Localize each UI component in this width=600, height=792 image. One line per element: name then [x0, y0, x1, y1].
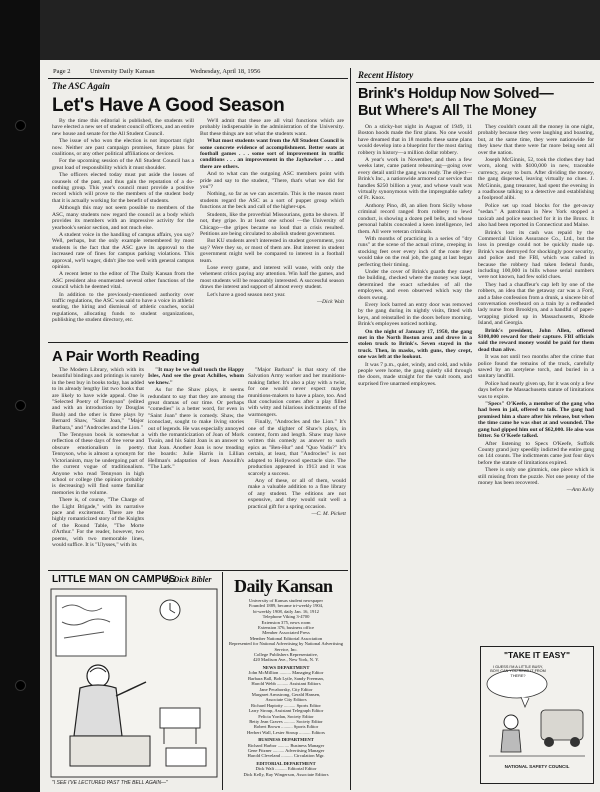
- paragraph: They had a chauffeur's cap left by one of the robbers, an idea that the getaway car was a Ford, and a false confession from a drunk, a sincere bit of conversation overheard on a train by a redheaded lady nurse from Brooklyn, and a handful of paper-wrapping picked up in Massachusetts, Rhode Island, and Georgia.: [478, 281, 594, 327]
- binder-hole: [15, 120, 26, 131]
- section-rule: [48, 342, 348, 343]
- paragraph: It was not until two months after the crime that police found the remains of the truck, carefully sawed by an acetylene torch, and buried in a sanitary landfill.: [478, 354, 594, 380]
- cartoon-byline: by Dick Bibler: [164, 575, 212, 584]
- paragraph: Brink's lost its cash was repaid by the Commercial Union Assurance Co., Ltd., but the loss in prestige could not be quickly made up. Brink's was destroyed for shockingly poor security, and police and the FBI, which was called in because the robbery had taken federal funds, including 100,000 in bills whose serial numbers were not known, had few solid clues.: [478, 229, 594, 281]
- paragraph: With months of practicing in a series of "dry runs" at the scene of the actual crime, creeping in stocking feet over every inch of the route they would take on the real job, the gang at last began perfecting their timing.: [358, 235, 472, 268]
- holdup-signature: —Ann Kelly: [566, 487, 594, 494]
- paragraph: Anthony Pino, 48, an alien from Sicily whose criminal record ranged from robbery to lewd conduct, is showing a dozen pell bells, and whose personal habits concealed a keen intelligence, led them. All were veteran criminals.: [358, 202, 472, 235]
- library-column-1: [52, 367, 144, 567]
- masthead-line: College Publishers Representative,: [253, 652, 319, 658]
- folio-page-number: Page 2: [53, 68, 71, 75]
- paragraph: They couldn't count all the money in one night, probably because they were laughing and boasting, but, at the same time, they were nationwide for they knew that there were far more being sent all over the nation.: [478, 124, 594, 156]
- folio-rule: [48, 78, 348, 79]
- cartoon-title: LITTLE MAN ON CAMPUS: [52, 574, 176, 585]
- masthead-line: Founded 1889, became tri-weekly 1904,: [248, 603, 324, 609]
- staff-line: Harold Cleveland .......... Circulation Mgr.: [247, 753, 325, 759]
- paragraph: For the upcoming session of the All Student Council has a great load of responsibility which it must shoulder.: [52, 158, 194, 171]
- staff-line: Robert Brown .......... Sports Editor: [253, 724, 319, 730]
- paragraph: There is only one gimmick, one piece which is still missing from the puzzle. Not one penny of the money has been recovered.: [478, 467, 594, 486]
- holdup-headline-line1: Brink's Holdup Now Solved—: [358, 86, 554, 102]
- holdup-kicker: Recent History: [358, 70, 414, 80]
- paragraph: On a sticky-hot night in August of 1949, 11 Boston hoods made the first plans. No one would have dreamed that in 18 months these same plans would develop into a blueprint for the most daring robbery in history—a million dollar robbery.: [358, 124, 472, 156]
- paragraph: A student voice in the handling of campus affairs, you say? Well, perhaps, but the only example remembered by most students is the fact that the ASC gave its approval to the increased rate of fines for campus parking violations. This approval, we'll wager, didn't jibe too well with general campus opinion.: [52, 231, 194, 270]
- newspaper-page: [40, 60, 600, 792]
- binder-hole: [15, 680, 26, 691]
- paragraph: The Tennyson book is somewhat a reflection of these days of free verse and obscure emotionalism in poetry. Tennyson, who is almost a synonym for Victorianism, may be undergoing part of the current vogue of traditionalism. Anyone who read Tennyson in high school or college (the opinion probably is decreasing) will find some familiar memories in the volume.: [52, 432, 144, 496]
- masthead-line: University of Kansas student newspaper: [249, 598, 323, 603]
- paragraph: In addition to the previously-mentioned authority over traffic regulations, the ASC was said to have a voice in athletic seating, the hiring and dismissal of athletic coaches, social regulations, allocating funds to student organizations, publishing the student directory, etc.: [52, 291, 194, 324]
- binding-edge: [0, 0, 40, 792]
- library-column-3: [248, 367, 346, 567]
- holdup-column-2: [478, 124, 594, 642]
- safety-ad: [480, 646, 594, 784]
- folio-paper-name: University Daily Kansan: [90, 68, 155, 75]
- paragraph: Although this may not seem possible to members of the ASC, many students now regard the council as a body which provides its members with an impressive activity for the yearbook's senior section, and not much else.: [52, 205, 194, 231]
- ad-title: "TAKE IT EASY": [504, 650, 570, 660]
- paragraph: What most students want from the All Student Council is some concrete evidence of accomplishment. Better seats at football games . . . some sort of improvement in traffic conditions . . . an improvement in the Jayhawker . . . and there are others.: [200, 138, 344, 170]
- folio-date: Wednesday, April 18, 1956: [190, 68, 261, 75]
- staff-heading: BUSINESS DEPARTMENT: [258, 737, 314, 743]
- staff-heading: NEWS DEPARTMENT: [262, 664, 310, 670]
- staff-line: Dick Walt .......... Editorial Editor: [255, 766, 317, 772]
- paragraph: A year's work in November, and then a few weeks later, came patient rehearsing—going over every detail until the gang was ready. The object—Brink's Inc., a nationwide armored car service that handles $250 billion a year, and whose vault was virtually synonymous with the impregnable safety of Ft. Knox.: [358, 157, 472, 202]
- staff-line: Herbert Wall, Lester Stroup .......... Editors: [247, 729, 325, 735]
- paragraph: Police had nearly given up, for it was only a few days before the Massachusetts statute of limitations was to expire.: [478, 380, 594, 400]
- staff-line: Harold Webb .......... Assistant Editors: [251, 681, 321, 687]
- paragraph: Police set up road blocks for the get-away "sedan." A patrolman in New York stopped a taxicab and police searched for it in the Bronx. It also had been reported in Connecticut and Maine.: [478, 202, 594, 229]
- paragraph: "Specs" O'Keefe, a member of the gang who had been in jail, offered to talk. The gang had promised him a share after his release, but when the time came he was shot at and wounded. The gang had gipped him out of $62,000. He also was bitter. So O'Keefe talked.: [478, 401, 594, 440]
- paragraph: And to what can the outgoing ASC members point with pride and say to the student, "There, that's what we did for you"?: [200, 171, 344, 191]
- library-column-2: [148, 367, 244, 567]
- paragraph: It was 7 p.m., quiet, windy, and cold, and while people were home, the gang quietly slid through the doors, made straight for the vault room, and surprised five unarmed employees.: [358, 361, 472, 387]
- ad-speech-bubble: I GUESS I'M A LITTLE BUSY, BOY! CAN YOU READ IT FROM THERE?: [490, 665, 546, 678]
- masthead-line: Extension 375, news room: [261, 619, 311, 625]
- scan-top-margin: [40, 0, 600, 60]
- editorial-column-left: [52, 118, 194, 338]
- paragraph: As for the Shaw plays, it seems redundant to say that they are among the great dramas of our time. Or perhaps "comedies" is a better word, for even in "Saint Joan" there is comedy. Shaw, the iconoclast, sought to make living stories out of legends. He was especially annoyed with the romanticization of Joan of Mork Twain, and his Saint Joan is an answer to that Joan. Another Joan is now treading the boards: Julie Harris in Lillian Hellman's adaptation of Jean Anouilh's "The Lark.": [148, 387, 244, 471]
- column-divider: [222, 572, 223, 790]
- cartoon-illustration: [50, 588, 218, 778]
- staff-line: Jane Pecaborsky, City Editor: [259, 686, 313, 692]
- staff-line: Dick Kelly, Ray Wingerson, Associate Editors: [243, 771, 329, 777]
- holdup-column-1: [358, 124, 472, 786]
- paragraph: Nothing, so far as we can ascertain. This is the reason most students regard the ASC as a sort of puppet group which functions at the beck and call of the higher-ups.: [200, 191, 344, 211]
- staff-line: Richard Harbor .......... Business Manager: [247, 742, 325, 748]
- kicker-rule: [356, 82, 594, 83]
- paragraph: Every lock barred an entry door was removed by the gang during its nightly visits, fitted with keys, and reinstalled in the doors before morning. Brink's employees noticed nothing.: [358, 301, 472, 328]
- staff-line: Gene Fitzner .......... Advertising Manager: [247, 747, 325, 753]
- paragraph: Students, like the proverbial Missourians, gotta be shown. If not, they gripe. In at least one school —the University of Chicago—the gripes became so loud that a crisis resulted. Petitions are being circulated to abolish student government.: [200, 211, 344, 237]
- staff-line: Barbara Ball, Bob Lytle, Sandy Freeman,: [247, 675, 325, 681]
- paragraph: Let's have a good season next year.: [207, 291, 286, 298]
- cartoon-caption: "I SEE I'VE LECTURED PAST THE BELL AGAIN—": [52, 780, 168, 786]
- staff-line: Associate City Editors: [265, 697, 307, 703]
- masthead-line: bi-weekly 1908, daily Jan. 16, 1912: [253, 608, 319, 614]
- masthead-title: Daily Kansan: [234, 576, 333, 596]
- masthead-line: Member Associated Press: [262, 630, 310, 636]
- paragraph: The issue of who won the election is not important right now. Neither are past campaign promises, future plans for coalitions, or any other political affiliations or devices.: [52, 138, 194, 158]
- paragraph: By the time this editorial is published, the students will have elected a new set of student council officers, and an entire new house and senate for the All Student Council.: [52, 118, 194, 137]
- staff-line: Felicia Yordan, Society Editor: [258, 713, 314, 719]
- paragraph: Lose every game, and interest will wane, with only the vehement critics paying any attention. Win half the games, and most students will be reasonably interested. A successful season draws the interest and support of almost every student.: [200, 264, 344, 291]
- paragraph: A recent letter to the editor of The Daily Kansan from the ASC president also enumerated several other functions of the council which he deemed vital.: [52, 271, 194, 291]
- paragraph: Brink's president, John Allen, offered $100,000 reward for their capture. FBI officials said the reward money would be paid for them dead than alive.: [478, 327, 594, 353]
- masthead-line: Represented for National Advertising by National Advertising Service, Inc.: [228, 641, 344, 652]
- paragraph: "It may be we shall touch the Happy Isles, And see the great Achilles, whom we knew.": [148, 367, 244, 386]
- masthead-info: [226, 598, 346, 777]
- paragraph: After listening to Specs O'Keefe, Suffolk County grand jury speedily indicted the entire gang on 144 counts. The indictments came just four days before the statute of limitations expired.: [478, 440, 594, 466]
- editorial-kicker: The ASC Again: [52, 81, 110, 91]
- binder-hole: [15, 400, 26, 411]
- masthead-line: Telephone Viking 3-4700: [262, 614, 310, 620]
- staff-line: Richard Hapiotty .......... Sports Editor: [251, 702, 321, 708]
- section-rule: [48, 570, 348, 571]
- paragraph: The Modern Library, which with its beautiful bindings and printings is surely in the best buy in books today, has added to its already lengthy list two books that are likely to have wide appeal. One is "Selected Poetry of Tennyson" (edited and with an introduction by Douglas Bush) and the other is three plays by Bernard Shaw, "Saint Joan," "Major Barbara," and "Androcles and the Lion.": [52, 367, 144, 431]
- staff-line: Betty Jean Graves .......... Society Editor: [249, 718, 323, 724]
- column-divider: [350, 68, 351, 790]
- editorial-headline: Let's Have A Good Season: [52, 95, 285, 116]
- holdup-headline-line2: But Where's All The Money: [358, 103, 537, 119]
- paragraph: Finally, "Androcles and the Lion." It's one of the slighter of Shaw's plays, in content, form and length. Shaw may have written this comedy as answer to such epics as "Ben-Hur" and "Quo Vadis?" It's certain, at least, that "Androcles" is not adapted to Hollywood spectacle size. The production appeared in 1913 and it was scarcely a success.: [248, 419, 346, 477]
- ad-footer: NATIONAL SAFETY COUNCIL: [504, 764, 570, 769]
- paragraph: Joseph McGinnis, 52, took the clothes they had worn, along with $100,000 in new, traceable currency, away to burn. After dividing the money, the gang dispersed, leaving virtually no clues. J. McGinnis, gang treasurer, had spent the evening in a roadhouse talking to a detective and establishing a foolproof alibi.: [478, 157, 594, 202]
- staff-line: Larry Stroup, Assistant Telegraph Editor: [248, 708, 324, 714]
- library-headline: A Pair Worth Reading: [52, 348, 200, 365]
- paragraph: Under the cover of Brink's guards they cased the building, checked where the money was kept, determined the exact schedules of all the employees, and even observed which way the doors swung.: [358, 268, 472, 301]
- masthead-line: Extension 376, business office: [257, 625, 315, 631]
- paragraph: We'll admit that these are all vital functions which are probably indispensable in the administration of the University. But these things are not what the students want.: [200, 118, 344, 137]
- paragraph: The officers elected today must put aside the losses of counsels of the past, and thus gain the reputation of a do-nothing group. This year's council must provide a positive record which will prove to the members of the student body that it is actually working for the benefit of students.: [52, 172, 194, 204]
- paragraph: On the night of January 17, 1950, the gang met in the North Boston area and drove in a stolen truck to Brink's. Seven stayed in the truck. Then, in masks, with guns, they crept, one was left at the lookout.: [358, 328, 472, 361]
- editorial-signature: —Dick Walt: [317, 298, 344, 305]
- staff-heading: EDITORIAL DEPARTMENT: [256, 760, 316, 766]
- staff-line: John McMillion .......... Managing Editor: [248, 670, 324, 676]
- paragraph: But KU students aren't interested in student government, you say? Were they so, or most of them are. But interest in student government might well be compared to interest in a football team.: [200, 238, 344, 264]
- staff-line: Margaret Armstrong, Gerald Hansen,: [251, 691, 321, 697]
- masthead-line: Member National Editorial Association: [249, 635, 323, 641]
- editorial-column-right: [200, 118, 344, 338]
- paragraph: "Major Barbara" is that story of the Salvation Army worker and her munitions-making father. It's also a play with a twist, for one would never expect maybe munitions-makers to have a place, too. And that conclusion comes after a play filled with witty and hilarious indictments of the warmongers.: [248, 367, 346, 418]
- paragraph: There is, of course, "The Charge of the Light Brigade," with its narrative pace and excitement. There are the highly romanticized story of the Knights of the Round Table, "The Morte d'Arthur." For the reader, however, two poems, with two memorable lines, would suffice. It is "Ulysses," with its: [52, 497, 144, 548]
- library-signature: —C. M. Pickett: [311, 510, 346, 517]
- masthead-line: 420 Madison Ave., New York, N. Y.: [252, 657, 319, 663]
- paragraph: Any of these, or all of them, would make a valuable addition to a fine library of any student. The editions are not expensive, and they would suit well a practical gift for a spring occasion.: [248, 477, 346, 510]
